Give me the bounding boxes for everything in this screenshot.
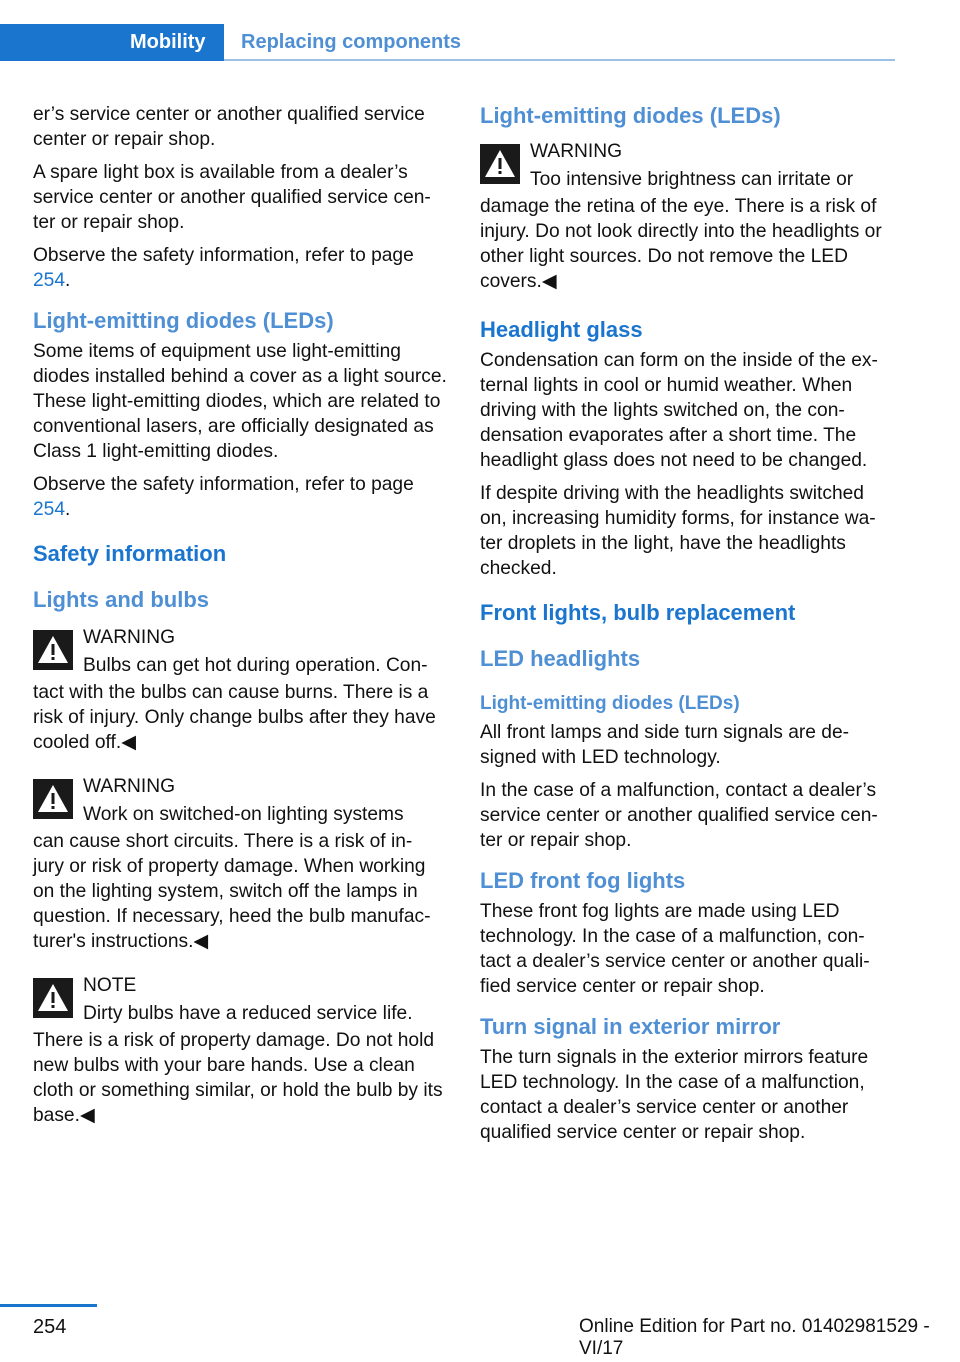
warning-text: tact with the bulbs can cause burns. There is a risk of injury. Only change bulbs after they have cooled off.◀ bbox=[33, 682, 436, 753]
footer-rule bbox=[0, 1304, 97, 1307]
subsection-heading: Light-emitting diodes (LEDs) bbox=[480, 103, 781, 128]
paragraph-reference: Observe the safety information, refer to page 254. bbox=[33, 474, 414, 520]
subsection-heading: Lights and bulbs bbox=[33, 587, 209, 612]
left-column bbox=[33, 102, 448, 1146]
right-column bbox=[480, 102, 895, 1153]
page-header bbox=[0, 24, 895, 61]
paragraph: Condensation can form on the inside of the ex‐ ternal lights in cool or humid weather. When driving with the lights switched on, the con‐ densation evaporates after a short time. The headlight glass does not need to be changed. bbox=[480, 350, 878, 471]
warning-triangle-icon bbox=[33, 978, 73, 1018]
paragraph: er’s service center or another qualified service center or repair shop. bbox=[33, 104, 425, 150]
paragraph: A spare light box is available from a dealer’s service center or another qualified service cen‐ ter or repair shop. bbox=[33, 162, 431, 233]
warning-text: Work on switched-on lighting systems bbox=[83, 804, 404, 825]
note-text: Dirty bulbs have a reduced service life. bbox=[83, 1003, 413, 1024]
edition-text: Online Edition for Part no. 01402981529 - VI/17 bbox=[579, 1316, 930, 1359]
warning-text: Too intensive brightness can irritate or bbox=[530, 169, 854, 190]
warning-text: Bulbs can get hot during operation. Con‐ bbox=[83, 655, 428, 676]
section-tab-mobility: Mobility bbox=[0, 24, 224, 61]
section-heading: Front lights, bulb replacement bbox=[480, 600, 796, 625]
section-heading: Safety information bbox=[33, 541, 227, 566]
paragraph: All front lamps and side turn signals are de‐ signed with LED technology. bbox=[480, 722, 850, 768]
note-text: There is a risk of property damage. Do not hold new bulbs with your bare hands. Use a clean cloth or something similar, or hold the bulb by its base.◀ bbox=[33, 1030, 443, 1126]
subsection-heading: Turn signal in exterior mirror bbox=[480, 1014, 781, 1039]
page-link[interactable]: 254 bbox=[33, 499, 66, 520]
section-heading: Light-emitting diodes (LEDs) bbox=[33, 308, 334, 333]
paragraph: In the case of a malfunction, contact a dealer’s service center or another qualified service cen‐ ter or repair shop. bbox=[480, 780, 878, 851]
warning-block bbox=[480, 138, 895, 294]
warning-text: damage the retina of the eye. There is a risk of injury. Do not look directly into the headlights or other light sources. Do not remove the LED covers.◀ bbox=[480, 196, 882, 292]
paragraph: These front fog lights are made using LED technology. In the case of a malfunction, con‐ tact a dealer’s service center or another quali‐ fied service center or repair shop. bbox=[480, 901, 870, 997]
note-title: NOTE bbox=[83, 975, 137, 996]
warning-triangle-icon bbox=[33, 630, 73, 670]
paragraph: Some items of equipment use light-emitting diodes installed behind a cover as a light source. These light-emitting diodes, which are related to conventional lasers, are officially designated as Class 1 light-emitting diodes. bbox=[33, 341, 447, 462]
section-heading: Headlight glass bbox=[480, 317, 643, 342]
warning-title: WARNING bbox=[83, 776, 176, 797]
page-link[interactable]: 254 bbox=[33, 270, 66, 291]
warning-triangle-icon bbox=[480, 144, 520, 184]
subsection-heading: LED headlights bbox=[480, 646, 641, 671]
warning-block bbox=[33, 624, 448, 755]
warning-title: WARNING bbox=[530, 141, 623, 162]
page-number: 254 bbox=[33, 1316, 67, 1338]
warning-block bbox=[33, 773, 448, 954]
subsection-heading: LED front fog lights bbox=[480, 868, 686, 893]
paragraph: If despite driving with the headlights switched on, increasing humidity forms, for instance wa‐ ter droplets in the light, have the headlights checked. bbox=[480, 483, 876, 579]
sub-subsection-heading: Light-emitting diodes (LEDs) bbox=[480, 693, 740, 714]
warning-text: can cause short circuits. There is a risk of in‐ jury or risk of property damage. When working on the lighting system, switch off the lamps in question. If necessary, heed the bulb manufac‐ turer's instructions.◀ bbox=[33, 831, 431, 952]
section-tab-replacing-components: Replacing components bbox=[241, 31, 462, 53]
note-block bbox=[33, 972, 448, 1128]
paragraph-reference: Observe the safety information, refer to page 254. bbox=[33, 245, 414, 291]
header-rule bbox=[224, 59, 895, 61]
paragraph: The turn signals in the exterior mirrors feature LED technology. In the case of a malfunction, contact a dealer’s service center or another qualified service center or repair shop. bbox=[480, 1047, 869, 1143]
warning-title: WARNING bbox=[83, 627, 176, 648]
warning-triangle-icon bbox=[33, 779, 73, 819]
